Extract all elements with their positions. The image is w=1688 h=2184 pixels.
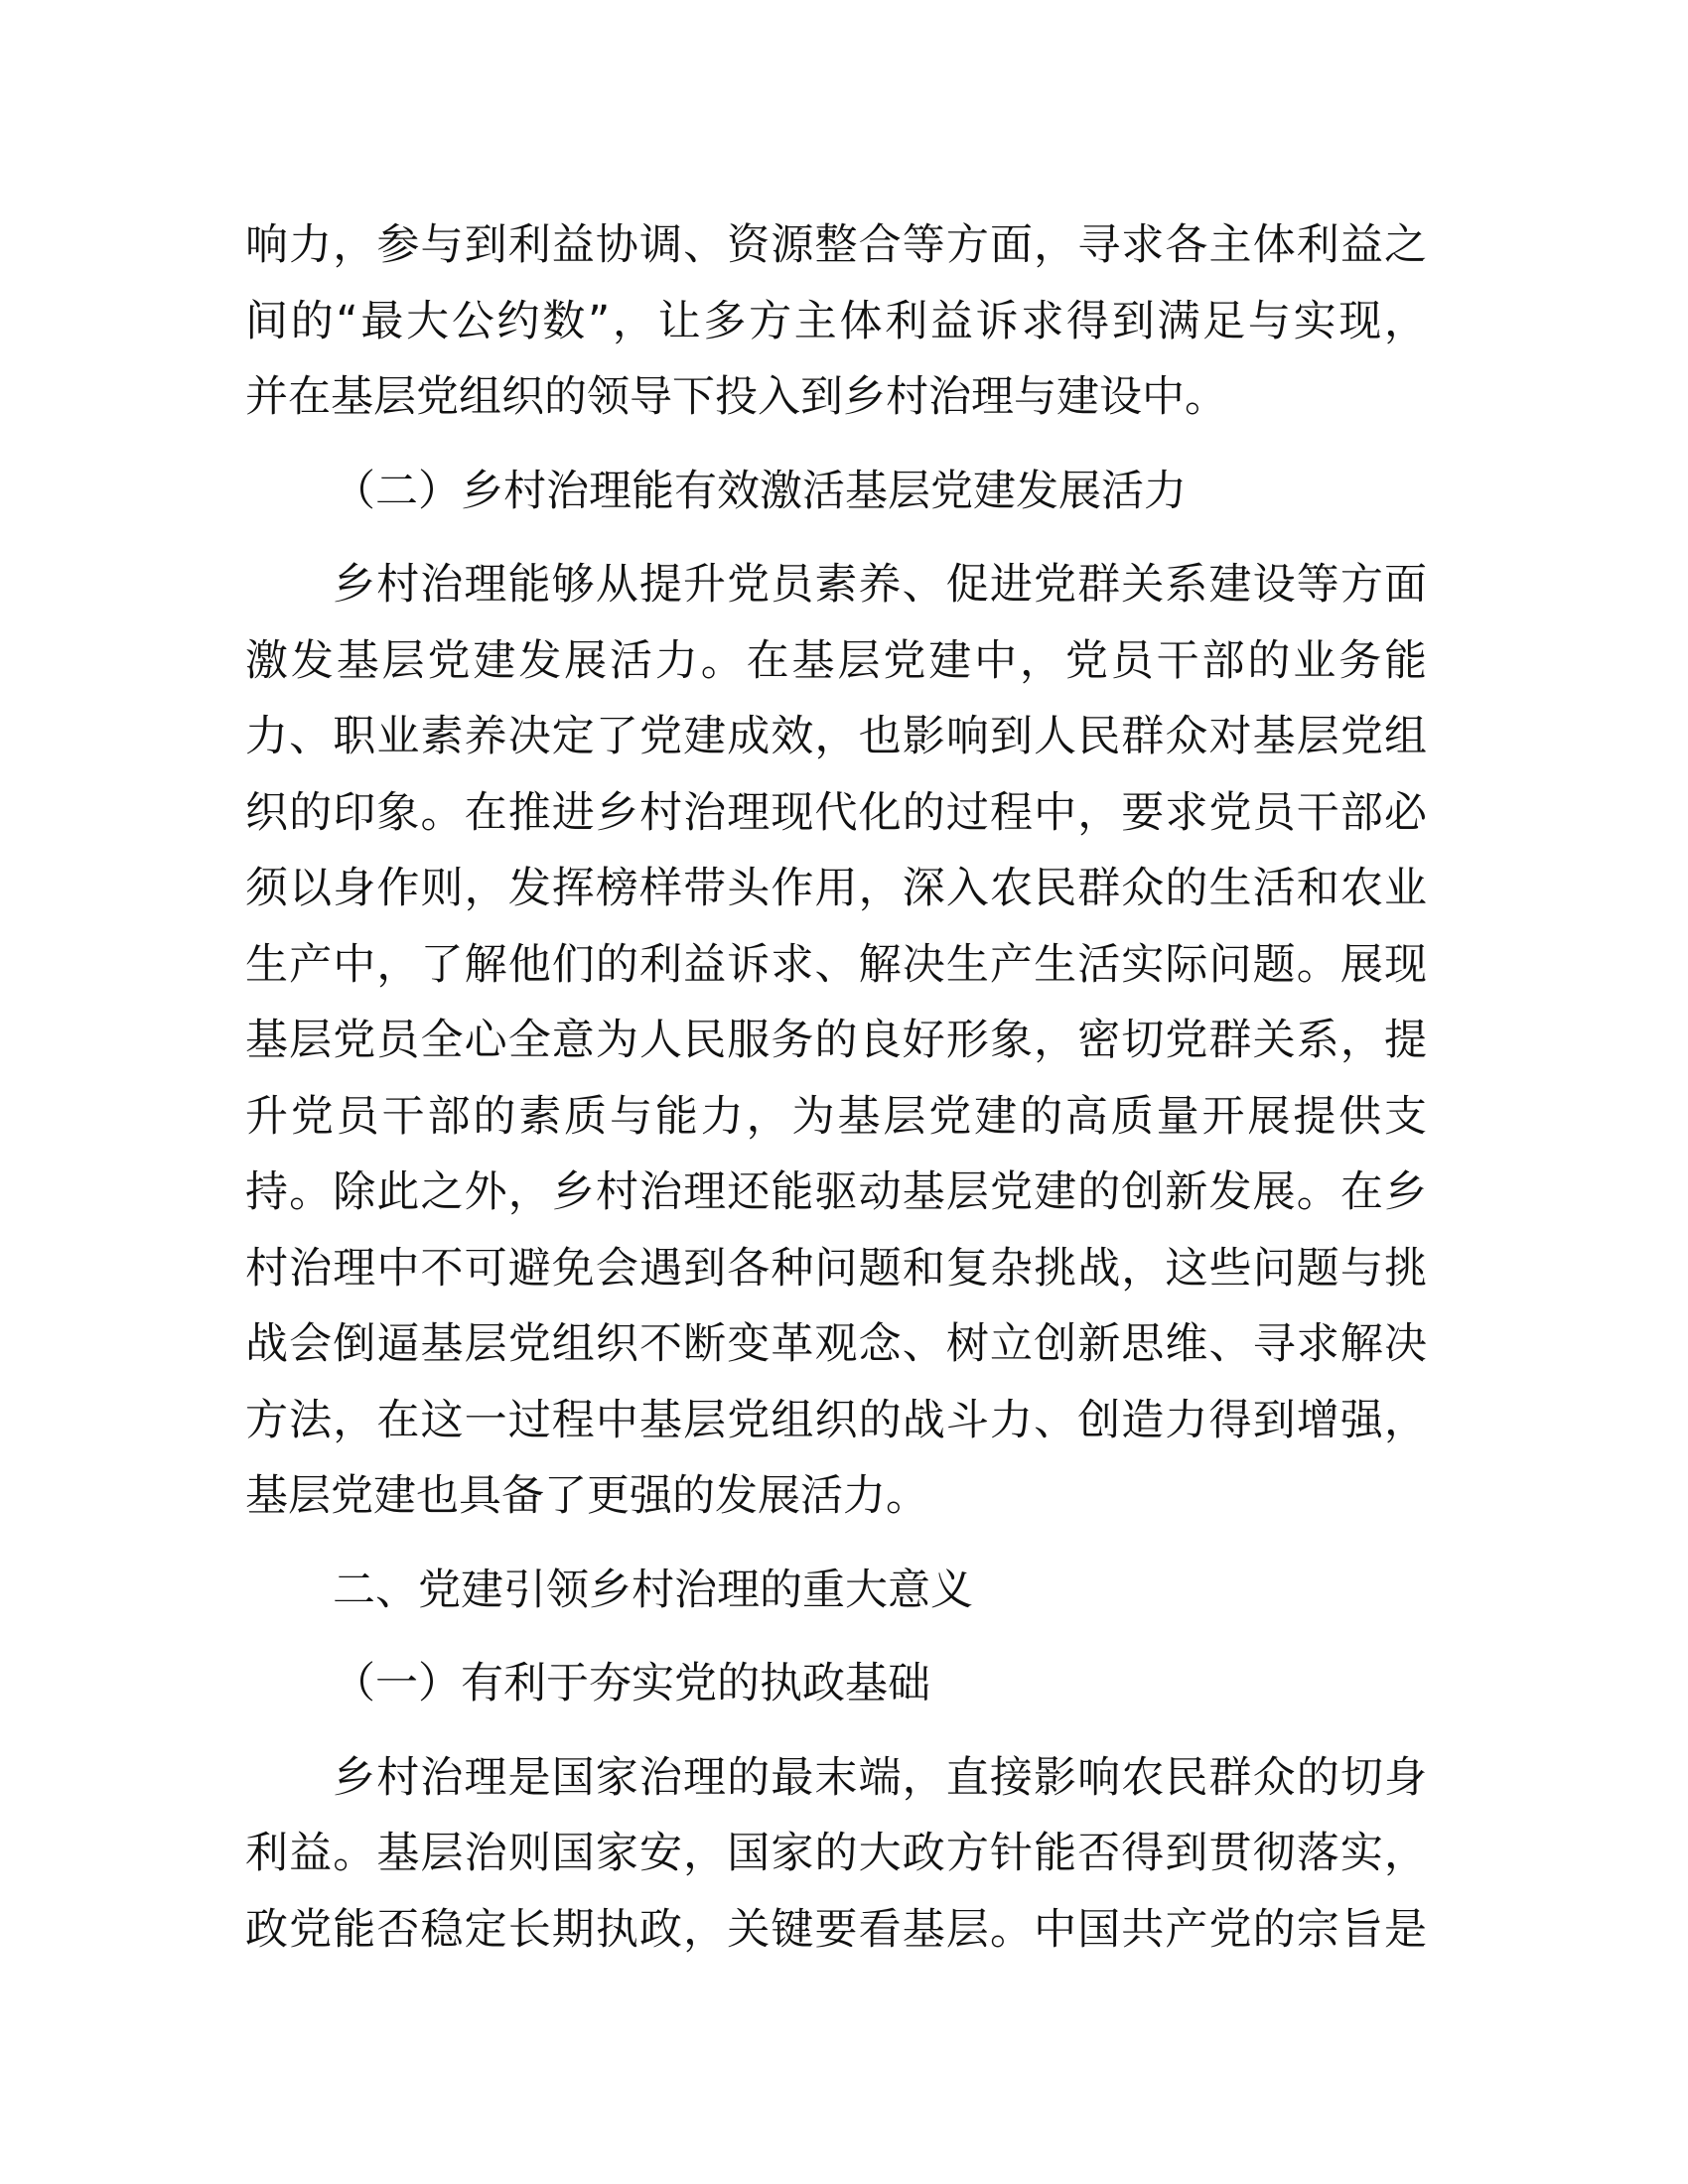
paragraph-2-line-2: 激发基层党建发展活力。在基层党建中，党员干部的业务能 — [245, 635, 1427, 686]
paragraph-2-line-1: 乡村治理能够从提升党员素养、促进党群关系建设等方面 — [333, 560, 1427, 610]
subheading-1-text: （一）有利于夯实党的执政基础 — [333, 1659, 930, 1708]
subheading-2-text: （二）乡村治理能有效激活基层党建发展活力 — [333, 466, 1187, 516]
paragraph-2 — [245, 547, 1427, 1535]
paragraph-2-line-6: 生产中，了解他们的利益诉求、解决生产生活实际问题。展现 — [245, 939, 1427, 990]
paragraph-2-line-4: 织的印象。在推进乡村治理现代化的过程中，要求党员干部必 — [245, 787, 1427, 838]
paragraph-3-line-1: 乡村治理是国家治理的最末端，直接影响农民群众的切身 — [333, 1752, 1427, 1803]
paragraph-2-line-7: 基层党员全心全意为人民服务的良好形象，密切党群关系，提 — [245, 1016, 1427, 1065]
paragraph-1-line-3: 并在基层党组织的领导下投入到乡村治理与建设中。 — [245, 372, 1227, 422]
paragraph-3-line-3: 政党能否稳定长期执政，关键要看基层。中国共产党的宗旨是 — [245, 1904, 1427, 1955]
paragraph-2-line-13: 基层党建也具备了更强的发展活力。 — [245, 1471, 928, 1521]
paragraph-3-line-2: 利益。基层治则国家安，国家的大政方针能否得到贯彻落实， — [245, 1829, 1427, 1878]
paragraph-2-line-5: 须以身作则，发挥榜样带头作用，深入农民群众的生活和农业 — [245, 864, 1427, 913]
document-body — [245, 207, 1427, 1968]
paragraph-3 — [245, 1740, 1427, 1969]
paragraph-2-line-11: 战会倒逼基层党组织不断变革观念、树立创新思维、寻求解决 — [245, 1319, 1427, 1369]
paragraph-2-line-9: 持。除此之外，乡村治理还能驱动基层党建的创新发展。在乡 — [245, 1167, 1427, 1217]
paragraph-2-line-8: 升党员干部的素质与能力，为基层党建的高质量开展提供支 — [245, 1091, 1427, 1142]
paragraph-2-line-3: 力、职业素养决定了党建成效，也影响到人民群众对基层党组 — [245, 712, 1427, 761]
section-heading-2-text: 二、党建引领乡村治理的重大意义 — [333, 1565, 973, 1615]
paragraph-continued — [245, 207, 1427, 436]
subheading-2 — [245, 454, 1427, 530]
paragraph-2-line-12: 方法，在这一过程中基层党组织的战斗力、创造力得到增强， — [245, 1395, 1427, 1445]
subheading-1 — [245, 1646, 1427, 1722]
paragraph-1-line-2: 间的“最大公约数”，让多方主体利益诉求得到满足与实现， — [245, 296, 1427, 346]
paragraph-2-line-10: 村治理中不可避免会遇到各种问题和复杂挑战，这些问题与挑 — [245, 1243, 1427, 1294]
section-heading-2 — [245, 1553, 1427, 1629]
paragraph-1-line-1: 响力，参与到利益协调、资源整合等方面，寻求各主体利益之 — [245, 220, 1427, 270]
